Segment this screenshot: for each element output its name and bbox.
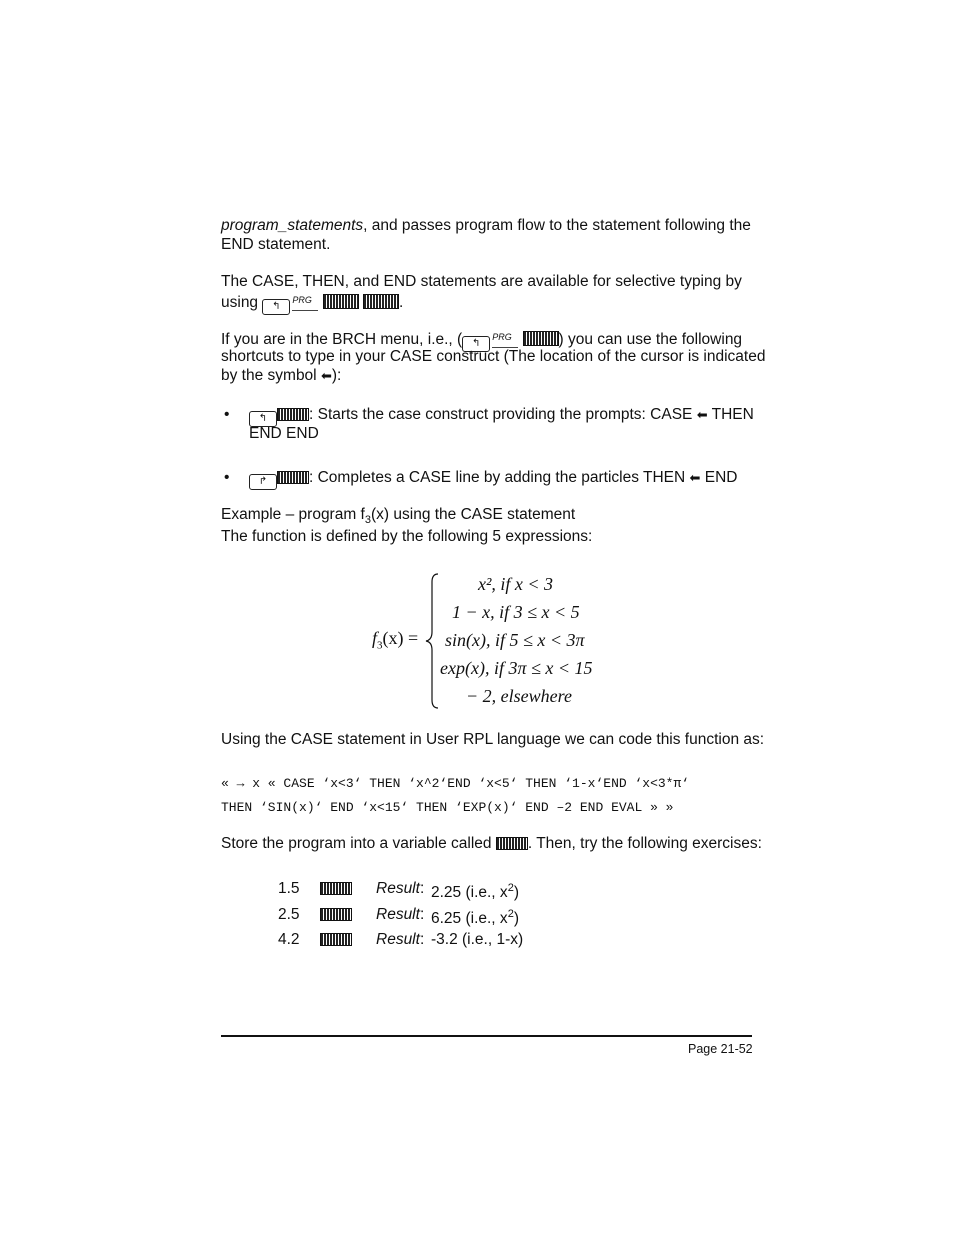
para3-line3-prefix: by the symbol (221, 367, 317, 384)
para1-line1 (221, 216, 751, 235)
formula-lhs-sub: 3 (377, 639, 383, 652)
page-number: Page 21-52 (688, 1042, 753, 1056)
cursor-arrow-icon: ⬅ (689, 470, 701, 485)
exercise-2-sup: 2 (507, 908, 514, 920)
formula-case-3: sin(x), if 5 ≤ x < 3π (445, 630, 585, 650)
exercise-3-value (431, 930, 523, 949)
para4: Using the CASE statement in User RPL language we can code this function as: (221, 731, 765, 748)
left-shift-key-icon: ↰ (249, 411, 277, 427)
bullet-1-line2: END END (249, 425, 319, 442)
exercise-2-result (376, 905, 424, 924)
para3-suffix: ) you can use the following (558, 331, 743, 348)
exercise-1-value-text: 2.25 (i.e., x (431, 884, 508, 902)
para2-line2 (221, 291, 403, 315)
exercise-1-sup: 2 (507, 882, 514, 894)
para3-line2: shortcuts to type in your CASE construct (The location of the cursor is indicated (221, 348, 766, 365)
bullet-2-marker: • (224, 469, 230, 486)
f3-softkey-icon (496, 837, 528, 850)
case-softkey-icon (363, 294, 399, 309)
f3-softkey-icon (320, 933, 352, 946)
case-softkey-icon (277, 408, 309, 421)
bullet-2-line1 (249, 468, 737, 490)
exercise-1-label: Result (376, 880, 420, 897)
exercise-3-colon: : (419, 931, 425, 948)
exercise-1-colon: : (419, 880, 425, 897)
para5-suffix: . Then, try the following exercises: (527, 835, 762, 852)
formula-brace (424, 572, 442, 710)
para2-suffix: . (399, 294, 404, 311)
para1-line2: END statement. (221, 236, 331, 253)
exercise-2-colon: : (419, 906, 425, 923)
para3-prefix: If you are in the BRCH menu, i.e., ( (221, 331, 463, 348)
example-prefix: Example – program f (221, 506, 365, 523)
exercise-3-input: 4.2 (278, 931, 300, 948)
case-softkey-icon (277, 471, 309, 484)
right-shift-key-icon: ↱ (249, 474, 277, 490)
formula-lhs (372, 628, 418, 652)
code-line2: THEN ‘SIN(x)‘ END ‘x<15‘ THEN ‘EXP(x)‘ END –2 END EVAL » » (221, 800, 674, 815)
para3-line3-suffix: ): (331, 367, 342, 384)
bullet-1-text: : Starts the case construct providing the prompts: CASE (309, 406, 693, 423)
example-line2: The function is defined by the following 5 expressions: (221, 528, 593, 545)
prg-key-label: PRG (492, 328, 518, 348)
exercise-1-result (376, 879, 424, 898)
brch-softkey-icon (323, 294, 359, 309)
formula-lhs-rest: (x) = (382, 628, 419, 648)
para2-prefix: using (221, 294, 259, 311)
para5-prefix: Store the program into a variable called (221, 835, 492, 852)
exercise-2-value-text: 6.25 (i.e., x (431, 910, 508, 928)
code-line1: « → x « CASE ‘x<3‘ THEN ‘x^2‘END ‘x<5‘ THEN ‘1-x‘END ‘x<3*π‘ (221, 776, 690, 791)
formula-case-4: exp(x), if 3π ≤ x < 15 (440, 658, 593, 678)
exercise-3-value-text: -3.2 (i.e., 1-x) (431, 931, 524, 948)
formula-case-2: 1 − x, if 3 ≤ x < 5 (452, 602, 580, 622)
exercise-1-value (431, 879, 519, 902)
cursor-arrow-icon: ⬅ (320, 368, 332, 383)
para1-italic: program_statements (221, 217, 364, 234)
bullet-1-tail: THEN (707, 406, 754, 423)
exercise-2-label: Result (376, 906, 420, 923)
formula-case-1: x², if x < 3 (478, 574, 554, 594)
cursor-arrow-icon: ⬅ (696, 407, 708, 422)
bullet-1-line1 (249, 405, 754, 427)
exercise-2-close: ) (513, 910, 519, 928)
example-suffix: (x) using the CASE statement (371, 506, 576, 523)
formula-lhs-f: f (372, 628, 378, 648)
exercise-3-label: Result (376, 931, 420, 948)
para5 (221, 834, 762, 853)
bullet-2-text: : Completes a CASE line by adding the particles THEN (309, 469, 686, 486)
formula-case-5: − 2, elsewhere (466, 686, 572, 706)
exercise-2-value (431, 905, 519, 928)
f3-softkey-icon (320, 882, 352, 895)
brch-softkey-icon (523, 331, 559, 346)
example-sub: 3 (364, 514, 371, 527)
bullet-2-tail: END (700, 469, 738, 486)
f3-softkey-icon (320, 908, 352, 921)
para3-line3 (221, 366, 341, 385)
exercise-3-result (376, 930, 424, 949)
bullet-1-marker: • (224, 406, 230, 423)
left-shift-key-icon: ↰ (462, 336, 490, 352)
footer-rule (221, 1035, 752, 1037)
exercise-1-input: 1.5 (278, 880, 300, 897)
exercise-2-input: 2.5 (278, 906, 300, 923)
exercise-1-close: ) (513, 884, 519, 902)
para2-line1: The CASE, THEN, and END statements are available for selective typing by (221, 273, 742, 290)
prg-key-label: PRG (292, 291, 318, 311)
para1-rest: , and passes program flow to the statement following the (363, 217, 751, 234)
left-shift-key-icon: ↰ (262, 299, 290, 315)
